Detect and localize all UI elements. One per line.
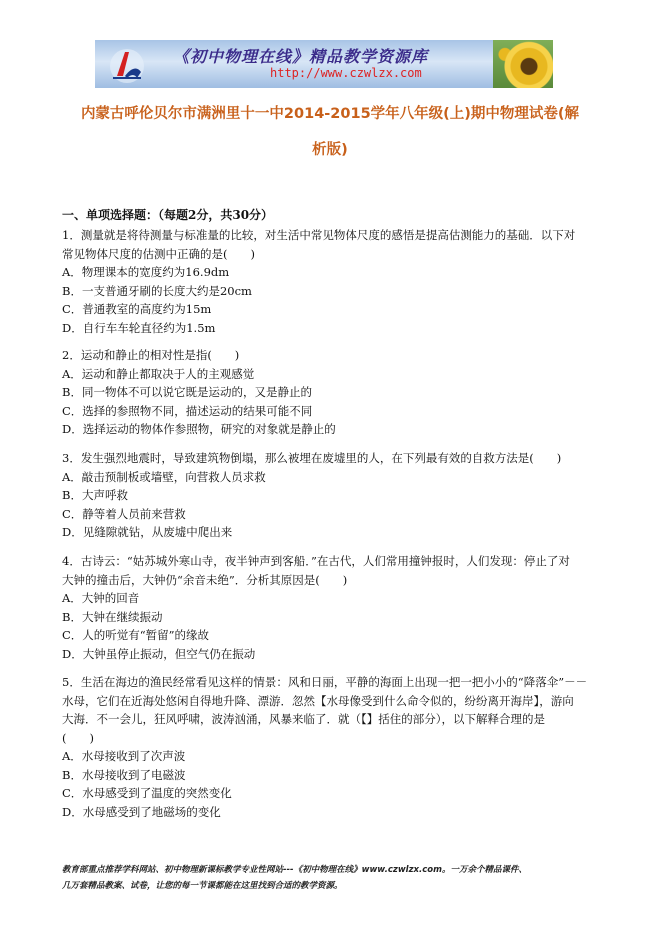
question-stem-line: 大钟的撞击后，大钟仍“余音未绝”．分析其原因是( ) <box>62 572 348 587</box>
answer-option: B．大声呼救 <box>62 488 128 502</box>
question-stem-line: ( ) <box>62 730 94 745</box>
site-banner <box>95 40 553 88</box>
question-stem-line: 5．生活在海边的渔民经常看见这样的情景：风和日丽，平静的海面上出现一把一把小小的“降落伞”－－ <box>62 675 588 689</box>
question-2 <box>62 346 602 439</box>
answer-option: C．水母感受到了温度的突然变化 <box>62 786 232 800</box>
question-3 <box>62 449 602 542</box>
document-title-line-2: 析版) <box>312 142 348 158</box>
answer-option: D．大钟虽停止振动，但空气仍在振动 <box>62 646 256 661</box>
answer-option: B．水母接收到了电磁波 <box>62 767 186 782</box>
answer-option: A．大钟的回音 <box>62 591 140 605</box>
question-1 <box>62 226 602 337</box>
question-stem-line: 4．古诗云：“姑苏城外寒山寺，夜半钟声到客船．”在古代，人们常用撞钟报时，人们发现：停止了对 <box>62 554 570 568</box>
answer-option: C．静等着人员前来营救 <box>62 506 186 521</box>
answer-option: C．普通教室的高度约为15m <box>62 302 212 316</box>
answer-option: C．选择的参照物不同，描述运动的结果可能不同 <box>62 403 313 418</box>
answer-option: A．敲击预制板或墙壁，向营救人员求救 <box>62 469 266 484</box>
question-4 <box>62 552 602 663</box>
answer-option: A．运动和静止都取决于人的主观感觉 <box>62 366 255 381</box>
question-stem-line: 水母，它们在近海处悠闲自得地升降、漂游．忽然【水母像受到什么命令似的，纷纷离开海岸】，游向 <box>62 693 574 708</box>
question-stem-line: 1．测量就是将待测量与标准量的比较，对生活中常见物体尺度的感悟是提高估测能力的基础．以下对 <box>62 228 576 242</box>
banner-title: 《初中物理在线》精品教学资源库 <box>173 47 429 66</box>
banner-url[interactable]: http://www.czwlzx.com <box>270 66 422 80</box>
answer-option: B．同一物体不可以说它既是运动的，又是静止的 <box>62 385 312 399</box>
question-stem-line: 常见物体尺度的估测中正确的是( ) <box>62 246 255 261</box>
answer-option: A．物理课本的宽度约为16.9dm <box>62 265 230 279</box>
answer-option: D．选择运动的物体作参照物，研究的对象就是静止的 <box>62 422 336 436</box>
page-footer <box>62 862 607 894</box>
answer-option: A．水母接收到了次声波 <box>62 749 186 763</box>
answer-option: D．水母感受到了地磁场的变化 <box>62 804 221 819</box>
question-stem-line: 3．发生强烈地震时，导致建筑物倒塌，那么被埋在废墟里的人，在下列最有效的自救方法是( ) <box>62 451 562 465</box>
document-title <box>50 96 610 168</box>
document-title-line-1: 内蒙古呼伦贝尔市满洲里十一中2014-2015学年八年级(上)期中物理试卷(解 <box>80 106 580 122</box>
site-logo-icon <box>107 46 147 84</box>
footer-line-2: 几万套精品教案、试卷，让您的每一节课都能在这里找到合适的教学资源。 <box>62 881 343 891</box>
question-stem-line: 2．运动和静止的相对性是指( ) <box>62 348 240 362</box>
answer-option: B．一支普通牙刷的长度大约是20cm <box>62 283 252 298</box>
answer-option: B．大钟在继续振动 <box>62 609 163 624</box>
answer-option: C．人的听觉有“暂留”的缘故 <box>62 628 210 642</box>
answer-option: D．自行车车轮直径约为1.5m <box>62 320 216 335</box>
answer-option: D．见缝隙就钻，从废墟中爬出来 <box>62 525 233 539</box>
footer-line-1: 教育部重点推荐学科网站、初中物理新课标教学专业性网站---《初中物理在线》www.czwlzx.com。一万余个精品课件、 <box>62 865 527 875</box>
section-heading: 一、单项选择题：（每题2分，共30分） <box>62 208 274 222</box>
question-5 <box>62 673 602 821</box>
question-stem-line: 大海．不一会儿，狂风呼啸，波涛汹涌，风暴来临了．就（【】括住的部分），以下解释合理的是 <box>62 712 545 726</box>
sunflower-image <box>493 40 553 88</box>
